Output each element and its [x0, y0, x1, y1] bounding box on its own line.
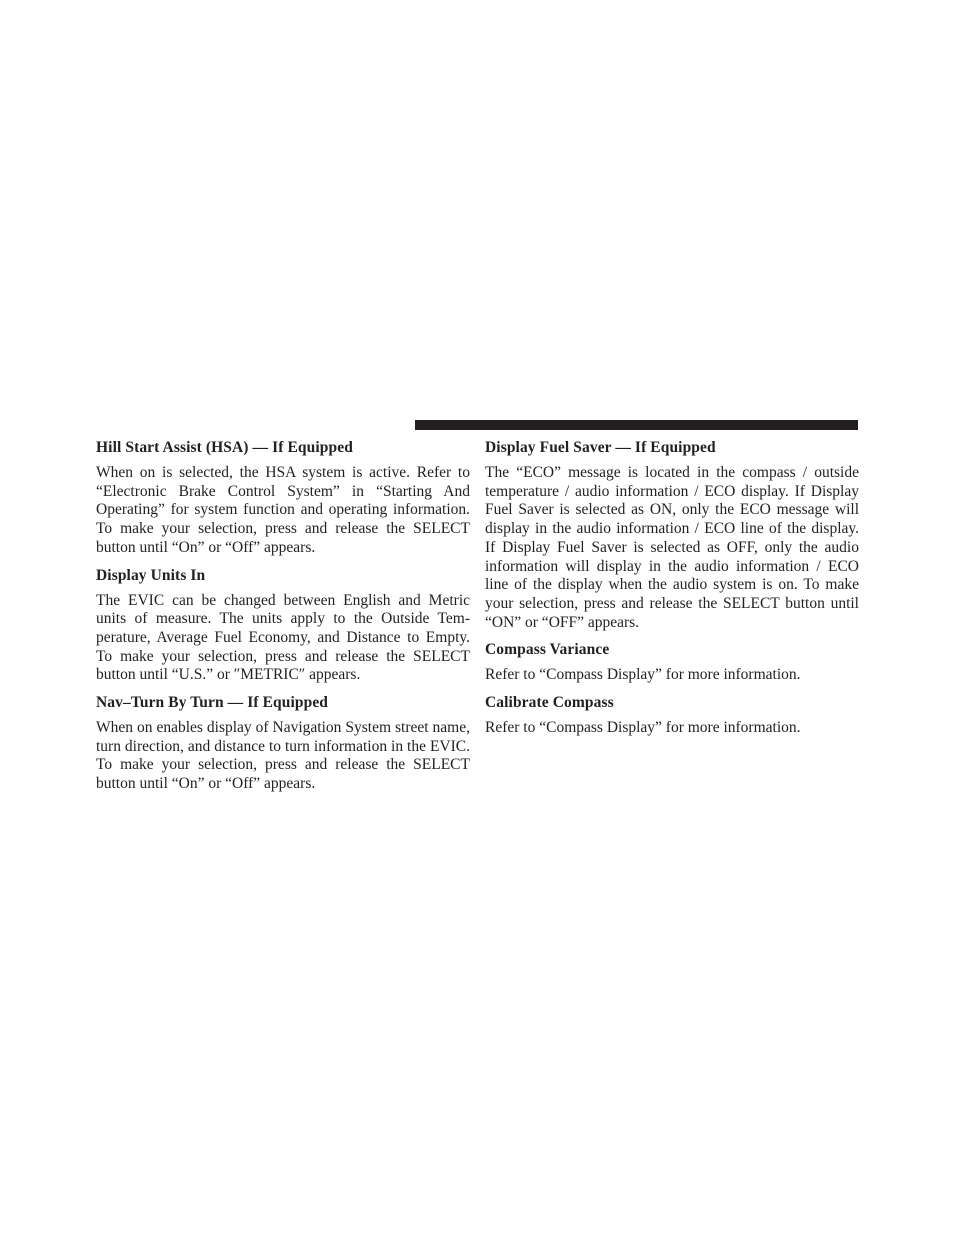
- section-heading: Compass Variance: [485, 641, 610, 659]
- section-body: Refer to “Compass Display” for more information.: [485, 666, 801, 684]
- section-body: Refer to “Compass Display” for more information.: [485, 719, 801, 737]
- section-heading: Nav–Turn By Turn — If Equipped: [96, 694, 329, 712]
- section-compass-variance: [485, 640, 859, 685]
- section-heading: Display Units In: [96, 566, 206, 584]
- right-column: [485, 438, 859, 746]
- section-body: When on enables display of Navigation System street name, turn direction, and distance to turn information in the EVIC. To make your selection, press and release the SELECT button until “On” or “Off” appears.: [96, 719, 470, 793]
- section-display-units: [96, 566, 470, 686]
- section-nav-turn-by-turn: [96, 693, 470, 794]
- section-heading: Calibrate Compass: [485, 694, 614, 712]
- section-heading: Hill Start Assist (HSA) — If Equipped: [96, 439, 353, 456]
- section-heading: Display Fuel Saver — If Equipped: [485, 439, 716, 456]
- left-column: [96, 438, 470, 802]
- section-body: The “ECO” message is located in the compass / outside temperature / audio information / ECO display. If Display Fuel Saver is selected as ON, only the ECO message will display in the audio information / ECO line of the display. If Display Fuel Saver is selected as OFF, only the audio information will display in the audio information / ECO line of the display when the audio system is on. To make your selection, press and release the SELECT button until “ON” or “OFF” appears.: [485, 464, 859, 631]
- section-hill-start-assist: [96, 438, 470, 558]
- section-calibrate-compass: [485, 693, 859, 738]
- section-body: The EVIC can be changed between English and Metric units of measure. The units apply to the Outside Temperature, Average Fuel Economy, and Distance to Empty. To make your selection, press and release the SELECT button until “U.S.” or ″METRIC″ appears.: [96, 591, 470, 684]
- section-display-fuel-saver: [485, 438, 859, 632]
- section-body: When on is selected, the HSA system is active. Refer to “Electronic Brake Control System” in “Starting And Operating” for system function and operating information. To make your selection, press and release the SELECT button until “On” or “Off” appears.: [96, 464, 470, 556]
- header-rule: [415, 420, 858, 430]
